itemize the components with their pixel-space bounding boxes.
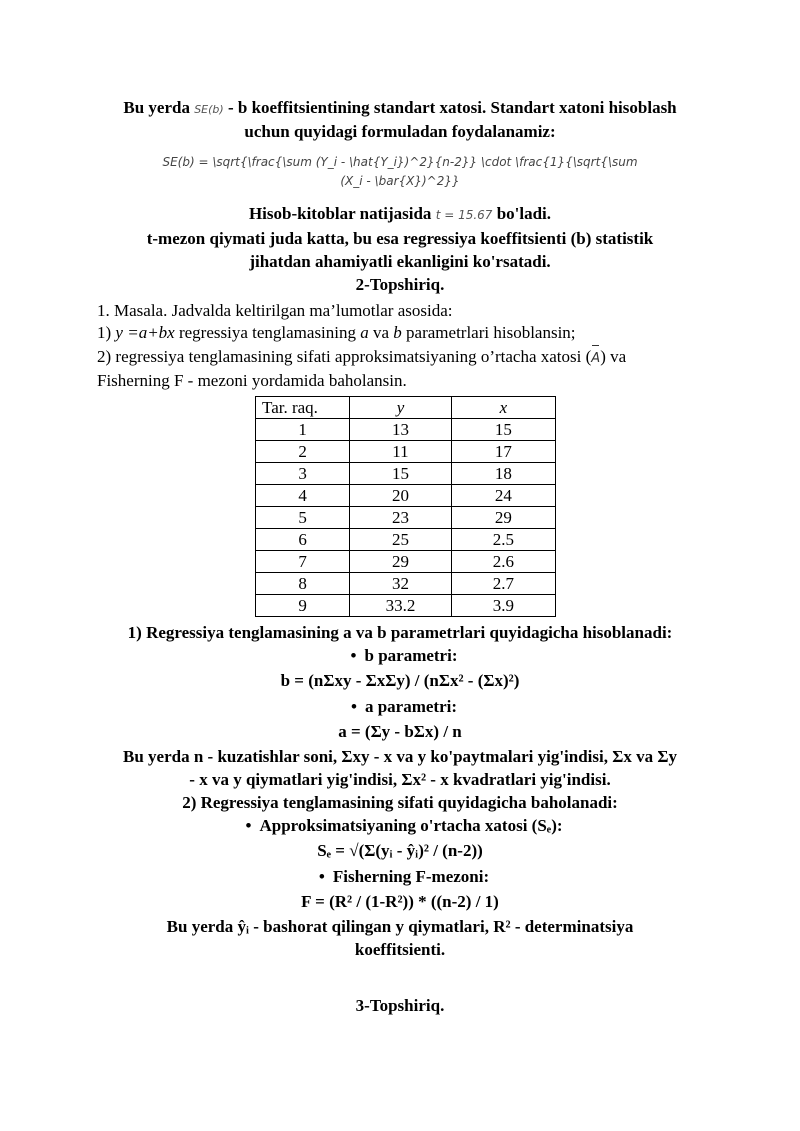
bullet-icon: • <box>350 697 357 716</box>
cell-index: 5 <box>256 507 350 529</box>
task-statement <box>97 300 737 392</box>
cell-y: 32 <box>350 573 452 595</box>
bullet-icon: • <box>245 816 252 835</box>
task-line4: Fisherning F - mezoni yordamida baholansin. <box>97 371 407 390</box>
table-row <box>256 573 556 595</box>
table-row <box>256 529 556 551</box>
a-bar-symbol: A <box>591 348 600 370</box>
solution-section <box>40 621 760 1017</box>
table-row <box>256 551 556 573</box>
note2-line-2: koeffitsienti. <box>354 940 446 959</box>
cell-x: 17 <box>451 441 555 463</box>
se-formula <box>120 153 680 191</box>
bullet-icon: • <box>350 646 357 665</box>
bullet-item-f: • Fisherning F-mezoni: <box>40 865 760 888</box>
task-line3: 2) regressiya tenglamasining sifati approksimatsiyaning o’rtacha xatosi (A) va <box>97 346 737 370</box>
regression-equation: y =a+bx <box>115 323 175 342</box>
cell-x: 18 <box>451 463 555 485</box>
table-header-row <box>256 397 556 419</box>
formula-se: Sₑ = √(Σ(yᵢ - ŷᵢ)² / (n-2)) <box>317 841 483 860</box>
cell-index: 8 <box>256 573 350 595</box>
data-table <box>255 396 556 617</box>
note-line-1: Bu yerda n - kuzatishlar soni, Σxy - x va y ko'paytmalari yig'indisi, Σx va Σy <box>123 747 677 766</box>
task-line2: 1) y =a+bx regressiya tenglamasining a va b parametrlari hisoblansin; <box>97 323 576 342</box>
cell-index: 1 <box>256 419 350 441</box>
se-rest: - b koeffitsientining standart xatosi. Standart xatoni hisoblash <box>227 98 677 117</box>
bullet-item-se: • Approksimatsiyaning o'rtacha xatosi (Sₑ): <box>40 814 760 837</box>
note2-line-1: Bu yerda ŷᵢ - bashorat qilingan y qiymatlari, R² - determinatsiya <box>166 917 634 936</box>
cell-x: 2.6 <box>451 551 555 573</box>
heading-topshiriq-3: 3-Topshiriq. <box>355 996 445 1015</box>
results-prefix: Hisob-kitoblar natijasida <box>248 204 432 223</box>
cell-x: 2.7 <box>451 573 555 595</box>
table-row <box>256 507 556 529</box>
solution-heading-2: 2) Regressiya tenglamasining sifati quyidagicha baholanadi: <box>182 793 618 812</box>
formula-a: a = (Σy - bΣx) / n <box>338 722 462 741</box>
cell-x: 2.5 <box>451 529 555 551</box>
se-math-inline: SE(b) <box>194 103 224 116</box>
cell-index: 6 <box>256 529 350 551</box>
table-row <box>256 441 556 463</box>
heading-topshiriq-2: 2-Topshiriq. <box>355 275 445 294</box>
cell-index: 2 <box>256 441 350 463</box>
cell-y: 20 <box>350 485 452 507</box>
cell-index: 9 <box>256 595 350 617</box>
formula-b: b = (nΣxy - ΣxΣy) / (nΣx² - (Σx)²) <box>280 671 520 690</box>
cell-y: 33.2 <box>350 595 452 617</box>
results-line3: jihatdan ahamiyatli ekanligini ko'rsatadi. <box>249 252 551 271</box>
cell-x: 3.9 <box>451 595 555 617</box>
header-x: x <box>451 397 555 419</box>
se-intro-paragraph <box>60 97 740 143</box>
results-paragraph <box>60 202 740 296</box>
solution-heading-1: 1) Regressiya tenglamasining a va b parametrlari quyidagicha hisoblanadi: <box>127 623 673 642</box>
results-line2: t-mezon qiymati juda katta, bu esa regressiya koeffitsienti (b) statistik <box>146 229 654 248</box>
se-formula-line2: (X_i - \bar{X})^2}} <box>340 174 460 188</box>
cell-index: 7 <box>256 551 350 573</box>
header-tar-raq: Tar. raq. <box>256 397 350 419</box>
se-line2: uchun quyidagi formuladan foydalanamiz: <box>244 122 556 141</box>
cell-y: 13 <box>350 419 452 441</box>
table-row <box>256 485 556 507</box>
cell-y: 11 <box>350 441 452 463</box>
note-line-2: - x va y qiymatlari yig'indisi, Σx² - x kvadratlari yig'indisi. <box>189 770 611 789</box>
results-suffix: bo'ladi. <box>496 204 552 223</box>
se-prefix: Bu yerda <box>123 98 190 117</box>
task-line1: 1. Masala. Jadvalda keltirilgan ma’lumotlar asosida: <box>97 301 453 320</box>
cell-index: 3 <box>256 463 350 485</box>
cell-x: 15 <box>451 419 555 441</box>
cell-y: 23 <box>350 507 452 529</box>
t-value-math: t = 15.67 <box>435 208 493 222</box>
bullet-item-a: • a parametri: <box>40 695 760 718</box>
cell-y: 25 <box>350 529 452 551</box>
header-y: y <box>350 397 452 419</box>
bullet-item-b: • b parametri: <box>40 644 760 667</box>
cell-index: 4 <box>256 485 350 507</box>
cell-x: 24 <box>451 485 555 507</box>
table-row <box>256 595 556 617</box>
cell-x: 29 <box>451 507 555 529</box>
cell-y: 29 <box>350 551 452 573</box>
cell-y: 15 <box>350 463 452 485</box>
se-formula-line1: SE(b) = \sqrt{\frac{\sum (Y_i - \hat{Y_i})^2}{n-2}} \cdot \frac{1}{\sqrt{\sum <box>162 155 638 169</box>
table-row <box>256 463 556 485</box>
formula-f: F = (R² / (1-R²)) * ((n-2) / 1) <box>301 892 499 911</box>
table-row <box>256 419 556 441</box>
bullet-icon: • <box>318 867 325 886</box>
